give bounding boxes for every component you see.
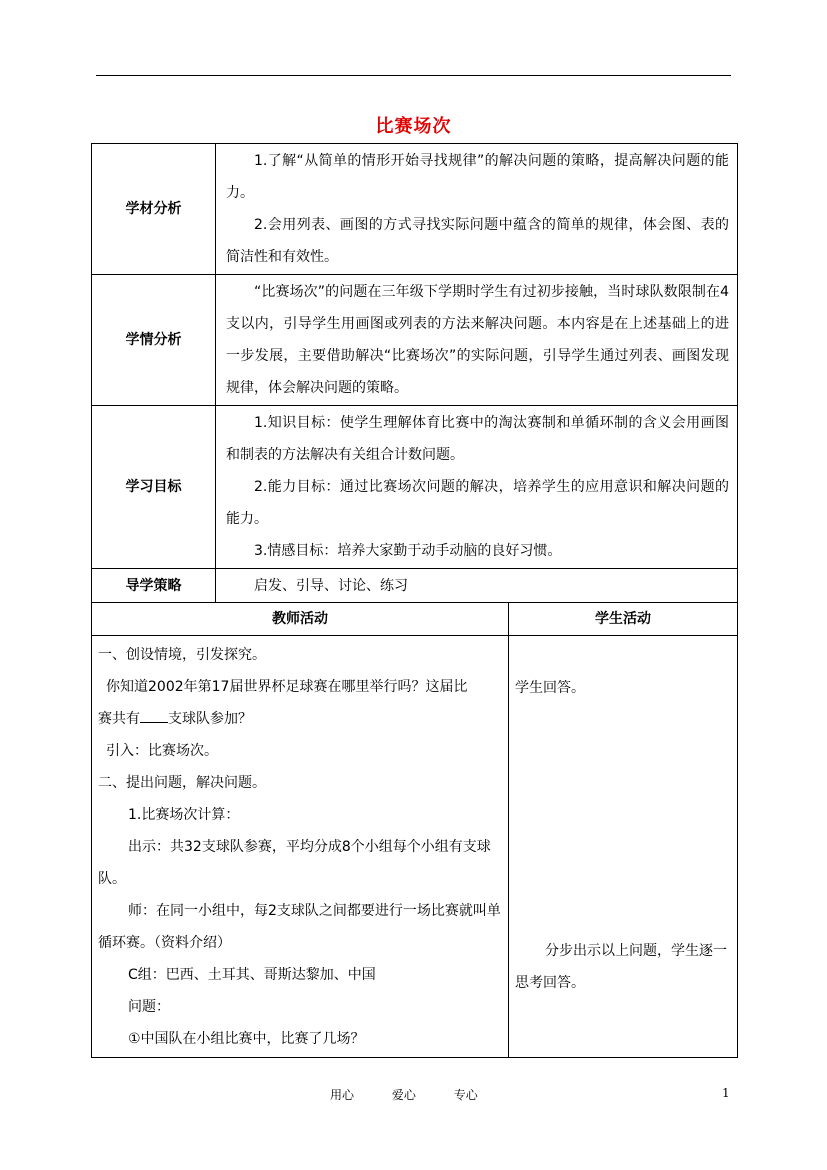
table-row (92, 636, 738, 1058)
learning-goals-content (216, 406, 738, 569)
footer-word: 用心 (330, 1088, 355, 1102)
text-line (98, 671, 502, 703)
text-line (98, 703, 502, 735)
text-line: 一、创设情境，引发探究。 (98, 647, 266, 663)
text-line: 分步出示以上问题，学生逐一思考回答。 (515, 943, 727, 991)
text: 支球队参加？ (168, 711, 252, 727)
text-line: ①中国队在小组比赛中，比赛了几场？ (128, 1031, 365, 1047)
table-row (92, 275, 738, 406)
table-row (92, 144, 738, 275)
text-line: 师：在同一小组中，每2支球队之间都要进行一场比赛就叫单循环赛。（资料介绍） (98, 903, 501, 951)
text-line: 引入：比赛场次。 (106, 743, 218, 759)
paragraph: 2.会用列表、画图的方式寻找实际问题中蕴含的简单的规律，体会图、表的简洁性和有效性。 (226, 217, 730, 265)
text-line: 问题： (128, 999, 170, 1015)
page-number: 1 (722, 1086, 730, 1100)
text-line: 出示：共32支球队参赛，平均分成8个小组每个小组有支球队。 (98, 839, 491, 887)
table-row (92, 406, 738, 569)
table-row (92, 569, 738, 603)
student-analysis-content (216, 275, 738, 406)
row-label-student-analysis: 学情分析 (92, 275, 216, 406)
text: 赛共有 (98, 711, 140, 727)
material-analysis-content (216, 144, 738, 275)
footer-motto (330, 1086, 512, 1103)
fill-blank (140, 708, 168, 723)
text-line: 学生回答。 (515, 680, 585, 696)
page-title: 比赛场次 (375, 116, 452, 137)
text-line: C组：巴西、土耳其、哥斯达黎加、中国 (128, 967, 376, 983)
row-label-learning-goals: 学习目标 (92, 406, 216, 569)
teacher-activity-header: 教师活动 (92, 603, 509, 636)
paragraph: “比赛场次”的问题在三年级下学期时学生有过初步接触，当时球队数限制在4支以内，引导学生用画图或列表的方法来解决问题。本内容是在上述基础上的进一步发展，主要借助解决“比赛场次”的实际问题，引导学生通过列表、画图发现规律，体会解决问题的策略。 (226, 284, 730, 396)
row-label-material-analysis: 学材分析 (92, 144, 216, 275)
student-activity-header: 学生活动 (509, 603, 738, 636)
paragraph: 2.能力目标：通过比赛场次问题的解决，培养学生的应用意识和解决问题的能力。 (226, 479, 730, 527)
paragraph: 启发、引导、讨论、练习 (254, 578, 408, 594)
text-line: 1.比赛场次计算： (128, 807, 240, 823)
footer-word: 专心 (453, 1088, 478, 1102)
student-activity-content (509, 636, 738, 1058)
paragraph: 1.了解“从简单的情形开始寻找规律”的解决问题的策略，提高解决问题的能力。 (226, 153, 730, 201)
lesson-plan-table (91, 143, 738, 1058)
header-rule (96, 75, 731, 76)
paragraph: 1.知识目标：使学生理解体育比赛中的淘汰赛制和单循环制的含义会用画图和制表的方法解决有关组合计数问题。 (226, 415, 730, 463)
text-line: 二、提出问题，解决问题。 (98, 775, 266, 791)
footer-word: 爱心 (391, 1088, 416, 1102)
table-row (92, 603, 738, 636)
teacher-activity-content (92, 636, 509, 1058)
text: 你知道2002年第17届世界杯足球赛在哪里举行吗？这届比 (106, 679, 468, 695)
row-label-guidance-strategy: 导学策略 (92, 569, 216, 603)
guidance-strategy-content (216, 569, 738, 603)
paragraph: 3.情感目标：培养大家勤于动手动脑的良好习惯。 (254, 543, 562, 559)
